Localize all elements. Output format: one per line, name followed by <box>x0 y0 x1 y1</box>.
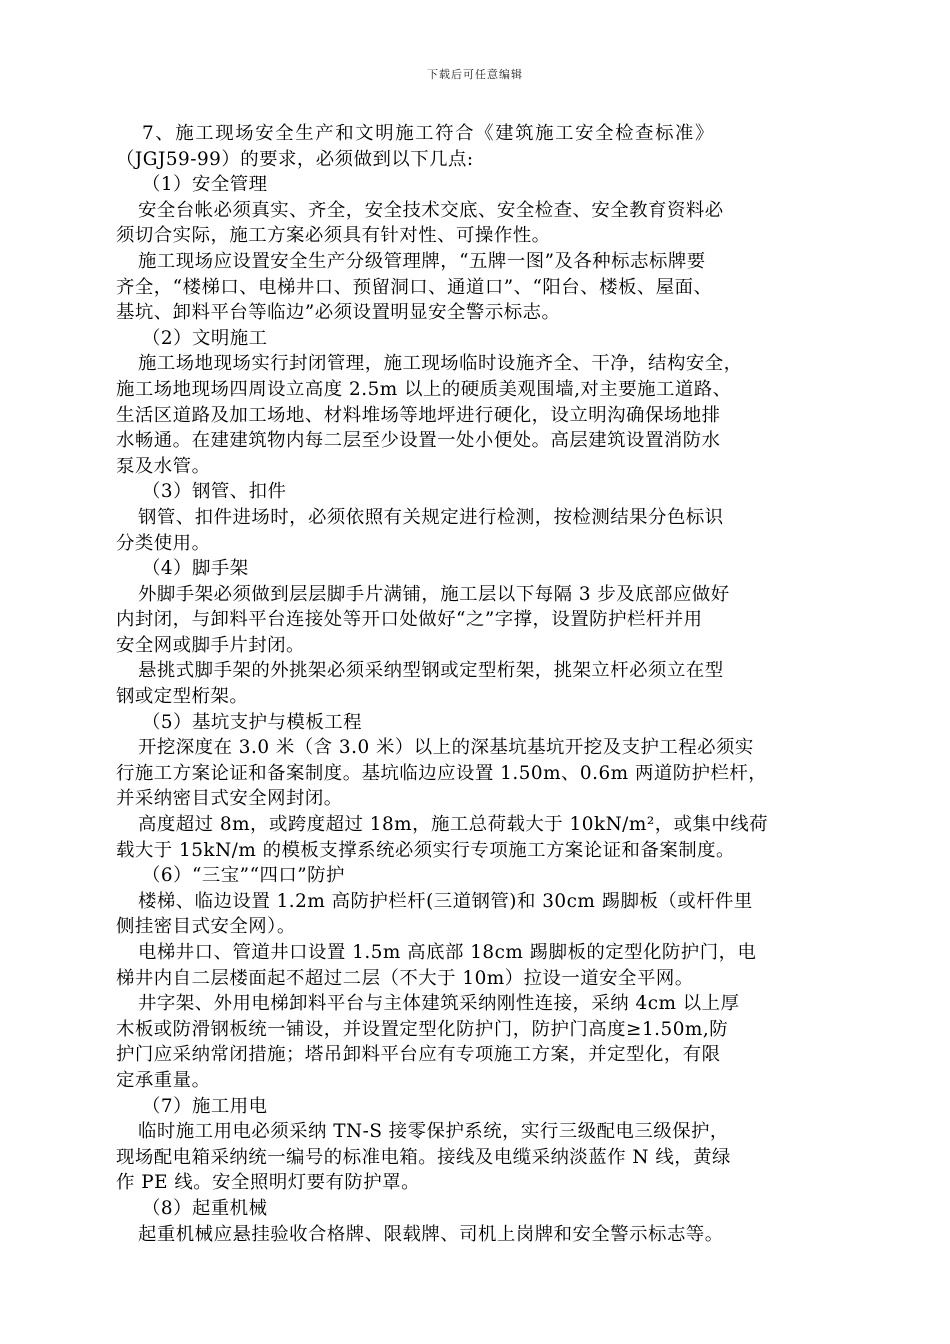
text-line: （JGJ59-99）的要求，必须做到以下几点: <box>116 148 474 170</box>
text-line: 须切合实际，施工方案必须具有针对性、可操作性。 <box>116 225 551 247</box>
text-line: 定承重量。 <box>116 1069 211 1091</box>
text-line: （4）脚手架 <box>142 558 249 580</box>
text-line: 开挖深度在 3.0 米（含 3.0 米）以上的深基坑基坑开挖及支护工程必须实 <box>138 737 754 759</box>
text-line: 作 PE 线。安全照明灯要有防护罩。 <box>116 1172 420 1194</box>
text-line: （3）钢管、扣件 <box>142 481 287 503</box>
text-line: 悬挑式脚手架的外挑架必须采纳型钢或定型桁架，挑架立杆必须立在型 <box>138 660 724 682</box>
text-line: 侧挂密目式安全网）。 <box>116 916 296 938</box>
text-line: 钢或定型桁架。 <box>116 686 249 708</box>
text-line: 并采纳密目式安全网封闭。 <box>116 788 343 810</box>
text-line: 电梯井口、管道井口设置 1.5m 高底部 18cm 踢脚板的定型化防护门，电 <box>138 942 757 963</box>
text-line: 现场配电箱采纳统一编号的标准电箱。接线及电缆采纳淡蓝作 N 线，黄绿 <box>116 1146 731 1168</box>
text-line: 安全台帐必须真实、齐全，安全技术交底、安全检查、安全教育资料必 <box>138 199 724 221</box>
text-line: 起重机械应悬挂验收合格牌、限载牌、司机上岗牌和安全警示标志等。 <box>138 1223 724 1245</box>
text-line: 临时施工用电必须采纳 TN-S 接零保护系统，实行三级配电三级保护， <box>138 1121 729 1143</box>
page-header: 下载后可任意编辑 <box>427 68 523 81</box>
text-line: 水畅通。在建建筑物内每二层至少设置一处小便处。高层建筑设置消防水 <box>116 430 721 452</box>
text-line: 梯井内自二层楼面起不超过二层（不大于 10m）拉设一道安全平网。 <box>116 967 694 989</box>
text-line: 护门应采纳常闭措施；塔吊卸料平台应有专项施工方案，并定型化，有限 <box>116 1044 721 1066</box>
text-line: 齐全，“楼梯口、电梯井口、预留洞口、通道口”、“阳台、楼板、屋面、 <box>116 276 713 298</box>
text-line: （7）施工用电 <box>142 1095 268 1117</box>
text-line: 钢管、扣件进场时，必须依照有关规定进行检测，按检测结果分色标识 <box>138 506 724 528</box>
text-line: 安全网或脚手片封闭。 <box>116 634 305 656</box>
text-line: （1）安全管理 <box>142 174 268 196</box>
text-line: 外脚手架必须做到层层脚手片满铺，施工层以下每隔 3 步及底部应做好 <box>138 583 730 605</box>
text-line: 内封闭，与卸料平台连接处等开口处做好“之”字撑，设置防护栏杆并用 <box>116 609 703 631</box>
text-line: 施工场地现场四周设立高度 2.5m 以上的硬质美观围墙,对主要施工道路、 <box>116 378 732 400</box>
text-line: （2）文明施工 <box>142 327 268 349</box>
document-body <box>116 121 836 1247</box>
text-line: 载大于 15kN/m 的模板支撑系统必须实行专项施工方案论证和备案制度。 <box>116 839 735 861</box>
text-line: 泵及水管。 <box>116 455 211 477</box>
text-line: 高度超过 8m，或跨度超过 18m，施工总荷载大于 10kN/m²，或集中线荷 <box>138 814 769 836</box>
text-line: 楼梯、临边设置 1.2m 高防护栏杆(三道钢管)和 30cm 踢脚板（或杆件里 <box>138 890 753 912</box>
text-line: 木板或防滑钢板统一铺设，并设置定型化防护门，防护门高度≥1.50m,防 <box>116 1018 729 1040</box>
text-line: （6）“三宝”“四口”防护 <box>142 865 345 887</box>
text-line: 施工现场应设置安全生产分级管理牌，“五牌一图”及各种标志标牌要 <box>138 250 706 272</box>
text-line: 生活区道路及加工场地、材料堆场等地坪进行硬化，设立明沟确保场地排 <box>116 404 721 426</box>
text-line: （8）起重机械 <box>142 1197 268 1219</box>
text-line: 分类使用。 <box>116 532 211 554</box>
text-line: 施工场地现场实行封闭管理，施工现场临时设施齐全、干净，结构安全， <box>138 353 743 375</box>
text-line: （5）基坑支护与模板工程 <box>142 711 362 733</box>
text-line: 基坑、卸料平台等临边”必须设置明显安全警示标志。 <box>116 302 561 324</box>
text-line: 7、施工现场安全生产和文明施工符合《建筑施工安全检查标准》 <box>142 123 716 144</box>
text-line: 井字架、外用电梯卸料平台与主体建筑采纳刚性连接，采纳 4cm 以上厚 <box>138 993 740 1015</box>
text-line: 行施工方案论证和备案制度。基坑临边应设置 1.50m、0.6m 两道防护栏杆， <box>116 762 768 784</box>
